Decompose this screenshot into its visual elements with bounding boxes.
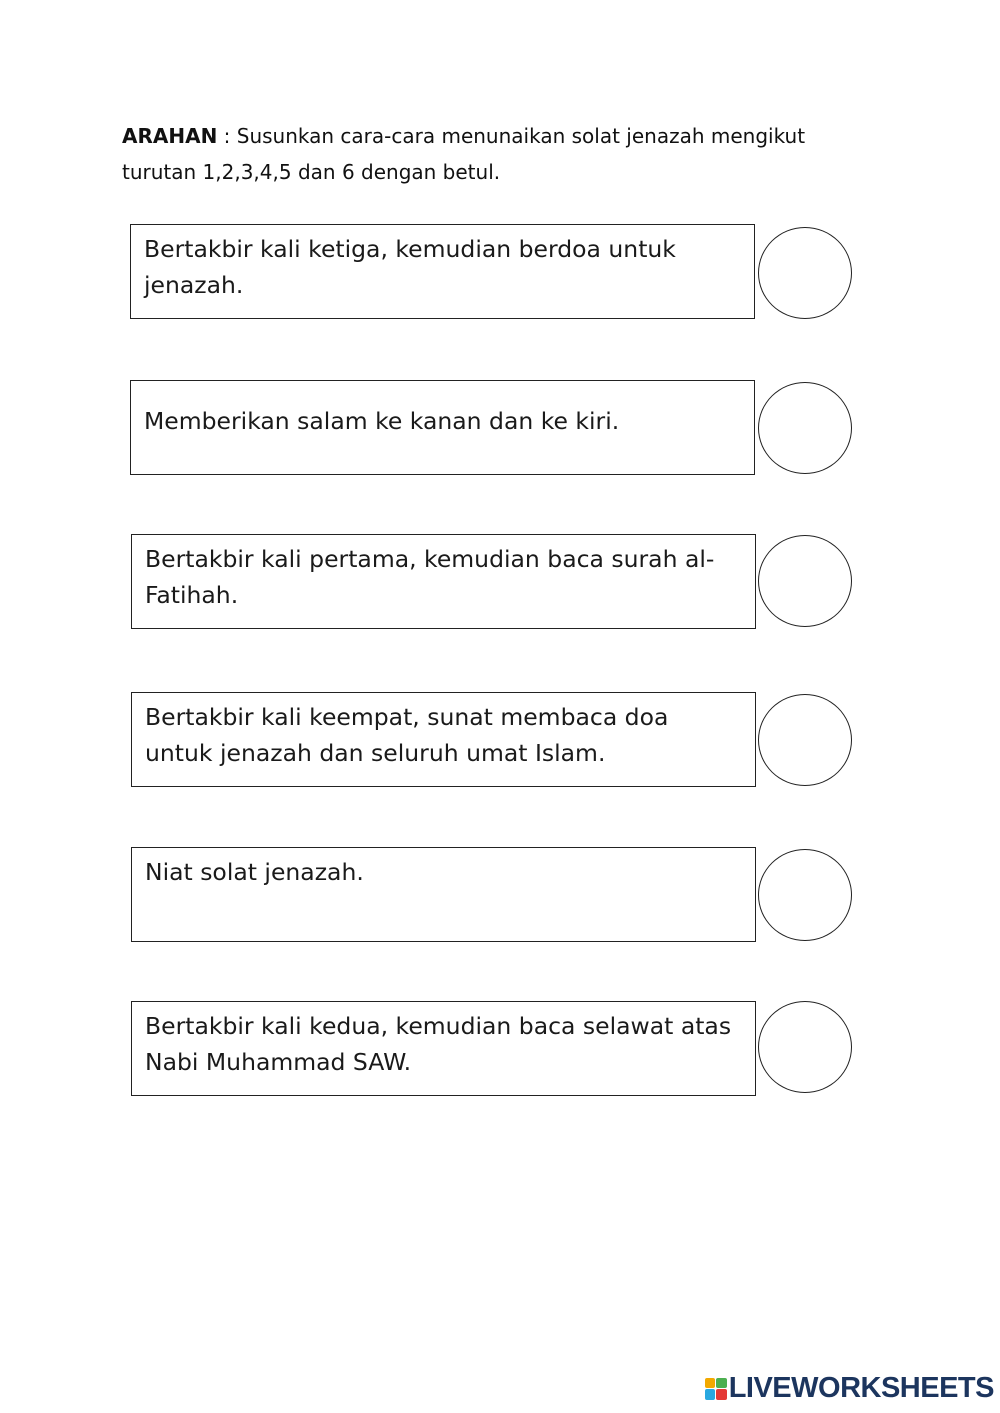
answer-input[interactable] <box>779 556 833 606</box>
step-text: Niat solat jenazah. <box>145 858 364 886</box>
step-box <box>131 692 756 787</box>
step-text: Bertakbir kali kedua, kemudian baca selawat atas Nabi Muhammad SAW. <box>145 1012 732 1076</box>
step-text: Memberikan salam ke kanan dan ke kiri. <box>144 407 620 435</box>
step-box <box>131 847 756 942</box>
instructions <box>122 118 882 190</box>
answer-input[interactable] <box>779 248 833 298</box>
step-box <box>131 534 756 629</box>
step-box <box>130 380 755 475</box>
step-text: Bertakbir kali pertama, kemudian baca surah al-Fatihah. <box>145 545 715 609</box>
answer-circle[interactable] <box>758 849 852 941</box>
instructions-label: ARAHAN <box>122 124 218 148</box>
answer-circle[interactable] <box>758 535 852 627</box>
answer-input[interactable] <box>779 870 833 920</box>
answer-circle[interactable] <box>758 382 852 474</box>
answer-input[interactable] <box>779 403 833 453</box>
step-box <box>130 224 755 319</box>
step-text: Bertakbir kali ketiga, kemudian berdoa untuk jenazah. <box>144 235 676 299</box>
liveworksheets-brand <box>705 1372 994 1405</box>
answer-circle[interactable] <box>758 227 852 319</box>
answer-circle[interactable] <box>758 1001 852 1093</box>
step-text: Bertakbir kali keempat, sunat membaca doa untuk jenazah dan seluruh umat Islam. <box>145 703 669 767</box>
liveworksheets-logo-icon <box>705 1378 727 1400</box>
answer-input[interactable] <box>779 1022 833 1072</box>
answer-input[interactable] <box>779 715 833 765</box>
step-box <box>131 1001 756 1096</box>
answer-circle[interactable] <box>758 694 852 786</box>
instructions-text: : Susunkan cara-cara menunaikan solat jenazah mengikut turutan 1,2,3,4,5 dan 6 dengan betul. <box>122 124 806 184</box>
brand-text: LIVEWORKSHEETS <box>728 1372 994 1404</box>
